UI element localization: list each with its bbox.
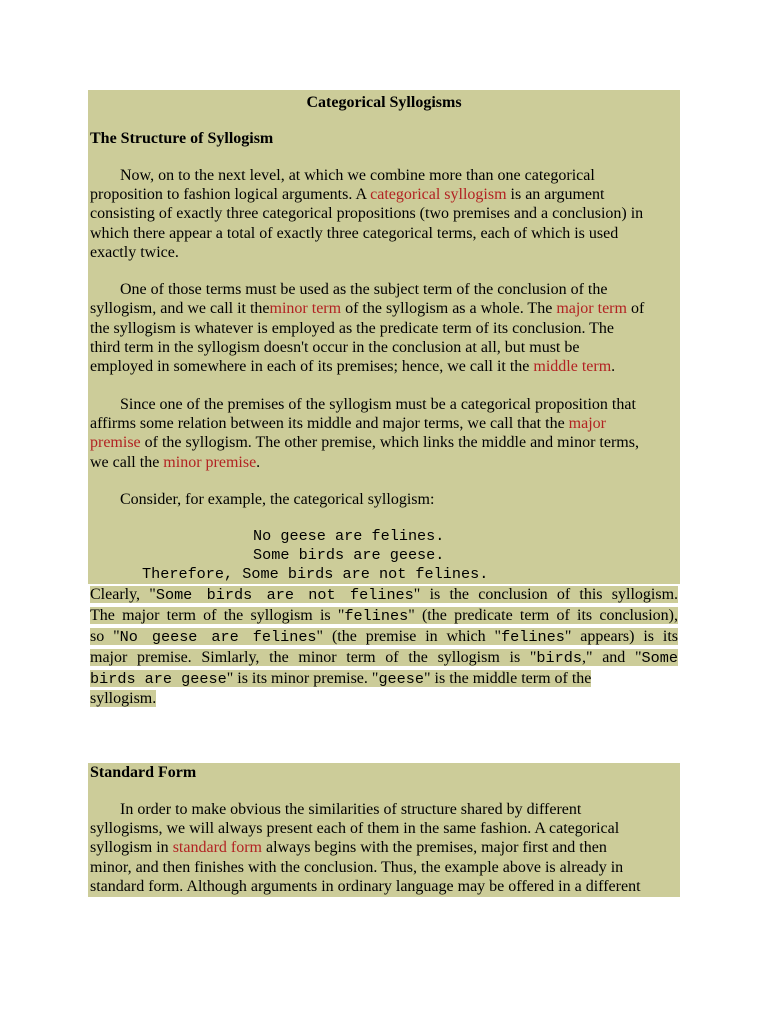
explanation-line: major premise. Simlarly, the minor term of the syllogism is "birds," and "Some <box>90 649 678 667</box>
term-link-categorical-syllogism[interactable]: categorical syllogism <box>370 186 507 203</box>
section-standard-form <box>88 763 680 897</box>
paragraph-line: One of those terms must be used as the subject term of the conclusion of the <box>120 281 608 298</box>
paragraph-line: consisting of exactly three categorical propositions (two premises and a conclusion) in <box>90 205 644 222</box>
explanation-line: Clearly, "Some birds are not felines" is the conclusion of this syllogism. <box>90 586 679 604</box>
paragraph-line: Now, on to the next level, at which we combine more than one categorical <box>120 167 595 184</box>
paragraph-line: Since one of the premises of the syllogism must be a categorical proposition that <box>120 396 636 413</box>
paragraph-line: premise of the syllogism. The other premise, which links the middle and minor terms, <box>90 434 639 451</box>
section-structure <box>88 90 680 584</box>
paragraph-line: which there appear a total of exactly three categorical terms, each of which is used <box>90 225 619 242</box>
paragraph-line: proposition to fashion logical arguments. A categorical syllogism is an argument <box>90 186 605 203</box>
explanation-line: The major term of the syllogism is "felines" (the predicate term of its conclusion), <box>90 607 679 625</box>
section-heading-standard-form: Standard Form <box>90 764 197 781</box>
term-link-major-premise[interactable]: major <box>568 415 606 432</box>
paragraph-line: standard form. Although arguments in ordinary language may be offered in a different <box>90 878 641 895</box>
paragraph-line: syllogism in standard form always begins with the premises, major first and then <box>90 839 607 856</box>
paragraph-line: syllogism, and we call it theminor term of the syllogism as a whole. The major term of <box>90 300 645 317</box>
paragraph-line: we call the minor premise. <box>90 454 261 471</box>
section-heading-structure: The Structure of Syllogism <box>90 130 274 147</box>
paragraph-line: minor, and then finishes with the conclusion. Thus, the example above is already in <box>90 859 624 876</box>
term-link-major-premise-cont[interactable]: premise <box>90 434 141 451</box>
paragraph-line: syllogisms, we will always present each of them in the same fashion. A categorical <box>90 820 620 837</box>
paragraph-line: affirms some relation between its middle and major terms, we call that the major <box>90 415 606 432</box>
paragraph-line: third term in the syllogism doesn't occur in the conclusion at all, but must be <box>90 339 580 356</box>
explanation-line: birds are geese" is its minor premise. "geese" is the middle term of the <box>90 670 592 688</box>
term-link-major-term[interactable]: major term <box>556 300 627 317</box>
paragraph-line: In order to make obvious the similarities of structure shared by different <box>120 801 582 818</box>
paragraph-line: exactly twice. <box>90 244 179 261</box>
document-title: Categorical Syllogisms <box>306 94 462 111</box>
example-premise-major: No geese are felines. <box>253 527 445 545</box>
explanation-line: syllogism. <box>90 690 157 707</box>
example-premise-minor: Some birds are geese. <box>253 546 445 564</box>
term-link-standard-form[interactable]: standard form <box>172 839 262 856</box>
example-conclusion: Therefore, Some birds are not felines. <box>142 565 489 583</box>
term-link-middle-term[interactable]: middle term <box>533 358 612 375</box>
paragraph-line: Consider, for example, the categorical syllogism: <box>120 491 435 508</box>
paragraph-line: employed in somewhere in each of its premises; hence, we call it the middle term. <box>90 358 616 375</box>
term-link-minor-premise[interactable]: minor premise <box>163 454 257 471</box>
explanation-line: so "No geese are felines" (the premise in which "felines" appears) is its <box>90 628 679 646</box>
term-link-minor-term[interactable]: minor term <box>269 300 342 317</box>
paragraph-line: the syllogism is whatever is employed as the predicate term of its conclusion. The <box>90 320 615 337</box>
